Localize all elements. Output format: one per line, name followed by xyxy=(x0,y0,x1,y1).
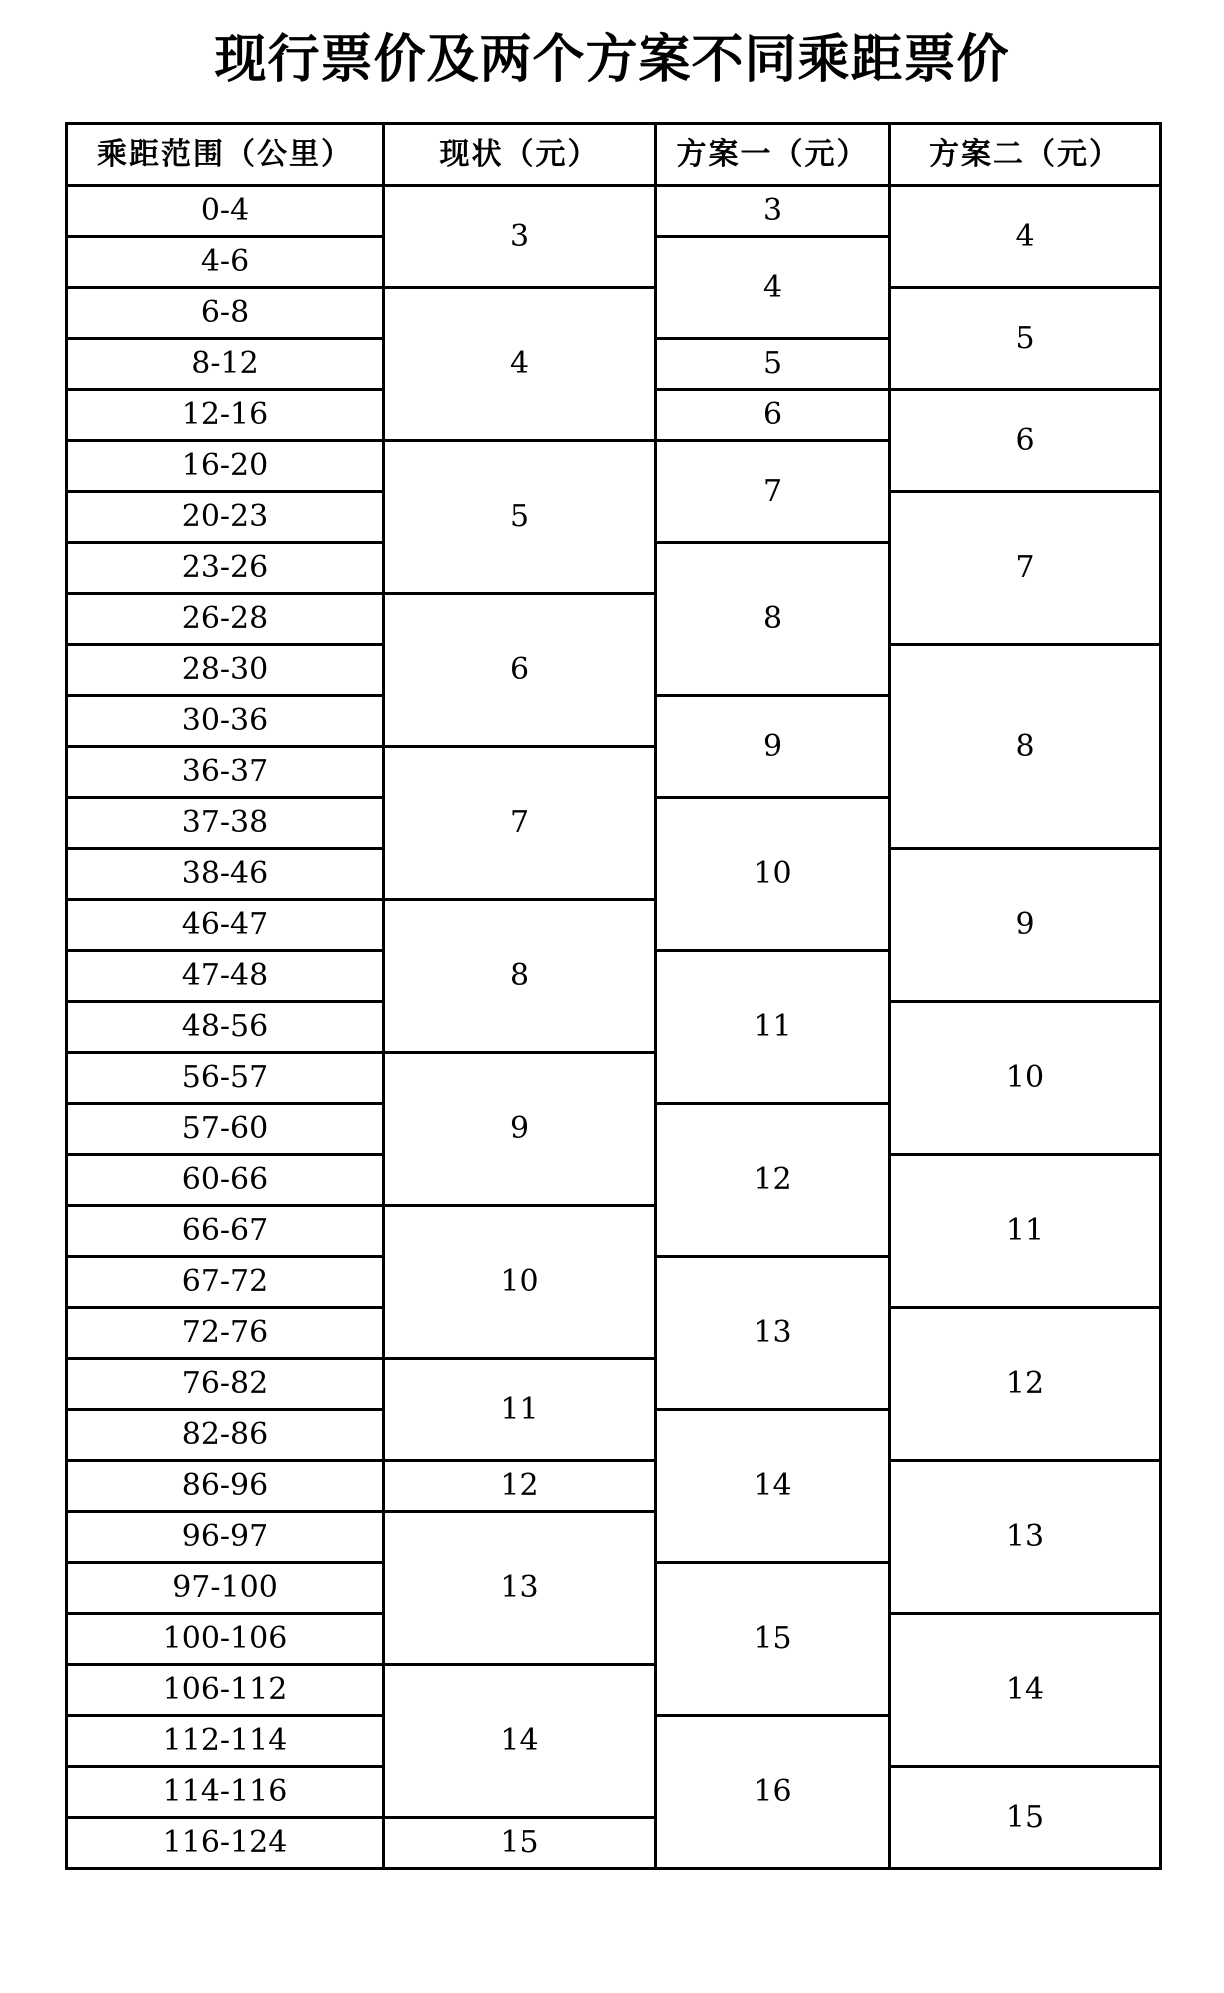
distance-range-cell: 57-60 xyxy=(67,1104,384,1155)
plan2-fare-cell: 14 xyxy=(890,1614,1161,1767)
current-fare-cell: 14 xyxy=(384,1665,656,1818)
plan1-fare-cell: 5 xyxy=(656,339,890,390)
current-fare-cell: 13 xyxy=(384,1512,656,1665)
plan2-fare-cell: 13 xyxy=(890,1461,1161,1614)
plan2-fare-cell: 9 xyxy=(890,849,1161,1002)
table-row xyxy=(67,1461,1161,1512)
distance-range-cell: 36-37 xyxy=(67,747,384,798)
header-plan1-fare: 方案一（元） xyxy=(656,124,890,186)
page-title: 现行票价及两个方案不同乘距票价 xyxy=(214,30,1010,90)
plan1-fare-cell: 4 xyxy=(656,237,890,339)
distance-range-cell: 56-57 xyxy=(67,1053,384,1104)
plan2-fare-cell: 7 xyxy=(890,492,1161,645)
table-row xyxy=(67,186,1161,237)
plan2-fare-cell: 15 xyxy=(890,1767,1161,1869)
distance-range-cell: 66-67 xyxy=(67,1206,384,1257)
plan1-fare-cell: 12 xyxy=(656,1104,890,1257)
distance-range-cell: 26-28 xyxy=(67,594,384,645)
plan1-fare-cell: 10 xyxy=(656,798,890,951)
distance-range-cell: 96-97 xyxy=(67,1512,384,1563)
fare-table xyxy=(65,122,1162,1870)
plan1-fare-cell: 16 xyxy=(656,1716,890,1869)
current-fare-cell: 3 xyxy=(384,186,656,288)
distance-range-cell: 97-100 xyxy=(67,1563,384,1614)
distance-range-cell: 16-20 xyxy=(67,441,384,492)
plan1-fare-cell: 11 xyxy=(656,951,890,1104)
current-fare-cell: 12 xyxy=(384,1461,656,1512)
plan2-fare-cell: 6 xyxy=(890,390,1161,492)
distance-range-cell: 6-8 xyxy=(67,288,384,339)
distance-range-cell: 46-47 xyxy=(67,900,384,951)
plan1-fare-cell: 9 xyxy=(656,696,890,798)
plan2-fare-cell: 8 xyxy=(890,645,1161,849)
plan1-fare-cell: 15 xyxy=(656,1563,890,1716)
header-distance-range: 乘距范围（公里） xyxy=(67,124,384,186)
plan1-fare-cell: 14 xyxy=(656,1410,890,1563)
current-fare-cell: 6 xyxy=(384,594,656,747)
current-fare-cell: 8 xyxy=(384,900,656,1053)
current-fare-cell: 11 xyxy=(384,1359,656,1461)
header-row xyxy=(67,124,1161,186)
distance-range-cell: 20-23 xyxy=(67,492,384,543)
plan2-fare-cell: 5 xyxy=(890,288,1161,390)
current-fare-cell: 10 xyxy=(384,1206,656,1359)
plan2-fare-cell: 4 xyxy=(890,186,1161,288)
distance-range-cell: 12-16 xyxy=(67,390,384,441)
distance-range-cell: 37-38 xyxy=(67,798,384,849)
distance-range-cell: 0-4 xyxy=(67,186,384,237)
distance-range-cell: 23-26 xyxy=(67,543,384,594)
header-plan2-fare: 方案二（元） xyxy=(890,124,1161,186)
distance-range-cell: 82-86 xyxy=(67,1410,384,1461)
distance-range-cell: 4-6 xyxy=(67,237,384,288)
distance-range-cell: 106-112 xyxy=(67,1665,384,1716)
plan2-fare-cell: 10 xyxy=(890,1002,1161,1155)
distance-range-cell: 67-72 xyxy=(67,1257,384,1308)
plan1-fare-cell: 3 xyxy=(656,186,890,237)
distance-range-cell: 76-82 xyxy=(67,1359,384,1410)
plan1-fare-cell: 13 xyxy=(656,1257,890,1410)
distance-range-cell: 30-36 xyxy=(67,696,384,747)
plan1-fare-cell: 7 xyxy=(656,441,890,543)
current-fare-cell: 5 xyxy=(384,441,656,594)
current-fare-cell: 7 xyxy=(384,747,656,900)
plan1-fare-cell: 8 xyxy=(656,543,890,696)
current-fare-cell: 9 xyxy=(384,1053,656,1206)
distance-range-cell: 47-48 xyxy=(67,951,384,1002)
current-fare-cell: 15 xyxy=(384,1818,656,1869)
header-current-fare: 现状（元） xyxy=(384,124,656,186)
distance-range-cell: 114-116 xyxy=(67,1767,384,1818)
distance-range-cell: 8-12 xyxy=(67,339,384,390)
distance-range-cell: 38-46 xyxy=(67,849,384,900)
table-body xyxy=(67,186,1161,1869)
distance-range-cell: 116-124 xyxy=(67,1818,384,1869)
plan2-fare-cell: 11 xyxy=(890,1155,1161,1308)
plan2-fare-cell: 12 xyxy=(890,1308,1161,1461)
distance-range-cell: 86-96 xyxy=(67,1461,384,1512)
current-fare-cell: 4 xyxy=(384,288,656,441)
distance-range-cell: 48-56 xyxy=(67,1002,384,1053)
distance-range-cell: 28-30 xyxy=(67,645,384,696)
distance-range-cell: 60-66 xyxy=(67,1155,384,1206)
table-row xyxy=(67,288,1161,339)
plan1-fare-cell: 6 xyxy=(656,390,890,441)
distance-range-cell: 112-114 xyxy=(67,1716,384,1767)
table-header xyxy=(67,124,1161,186)
distance-range-cell: 72-76 xyxy=(67,1308,384,1359)
distance-range-cell: 100-106 xyxy=(67,1614,384,1665)
